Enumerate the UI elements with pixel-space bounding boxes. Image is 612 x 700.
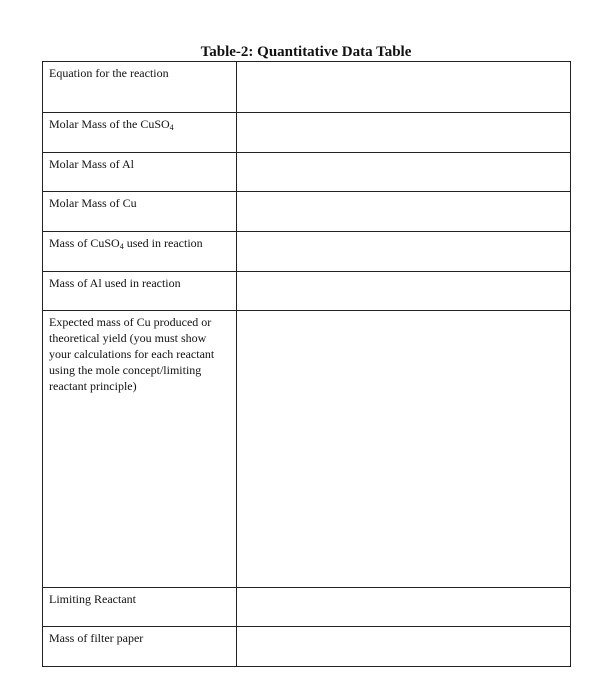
label-text: Mass of CuSO (49, 236, 120, 250)
row-label-molar-mass-al: Molar Mass of Al (43, 153, 237, 192)
row-value-mass-al[interactable] (237, 272, 571, 311)
label-line: Expected mass of Cu produced or (49, 315, 212, 329)
label-line: reactant principle) (49, 379, 137, 393)
row-value-mass-cuso4[interactable] (237, 232, 571, 272)
row-label-molar-mass-cuso4 (43, 113, 237, 153)
label-line: theoretical yield (you must show (49, 331, 207, 345)
label-line: your calculations for each reactant (49, 347, 215, 361)
subscript: 4 (169, 123, 174, 132)
row-label-molar-mass-cu: Molar Mass of Cu (43, 192, 237, 232)
table-row (43, 113, 571, 153)
row-label-expected-mass-cu (43, 311, 237, 588)
row-value-mass-filter-paper[interactable] (237, 627, 571, 667)
row-label-equation: Equation for the reaction (43, 62, 237, 113)
label-text: Molar Mass of the CuSO (49, 117, 170, 131)
label-text-post: used in reaction (123, 236, 203, 250)
table-row (43, 588, 571, 627)
row-label-limiting-reactant: Limiting Reactant (43, 588, 237, 627)
row-value-equation[interactable] (237, 62, 571, 113)
table-row (43, 627, 571, 667)
row-value-molar-mass-al[interactable] (237, 153, 571, 192)
row-label-mass-cuso4 (43, 232, 237, 272)
row-value-limiting-reactant[interactable] (237, 588, 571, 627)
row-value-expected-mass-cu[interactable] (237, 311, 571, 588)
row-label-mass-al: Mass of Al used in reaction (43, 272, 237, 311)
table-row (43, 311, 571, 588)
table-row (43, 153, 571, 192)
row-label-mass-filter-paper: Mass of filter paper (43, 627, 237, 667)
label-line: using the mole concept/limiting (49, 363, 202, 377)
table-row (43, 272, 571, 311)
table-row (43, 62, 571, 113)
row-value-molar-mass-cuso4[interactable] (237, 113, 571, 153)
quantitative-data-table (42, 61, 571, 667)
table-title: Table-2: Quantitative Data Table (200, 44, 412, 60)
table-row (43, 232, 571, 272)
table-row (43, 192, 571, 232)
row-value-molar-mass-cu[interactable] (237, 192, 571, 232)
subscript: 4 (119, 242, 124, 251)
